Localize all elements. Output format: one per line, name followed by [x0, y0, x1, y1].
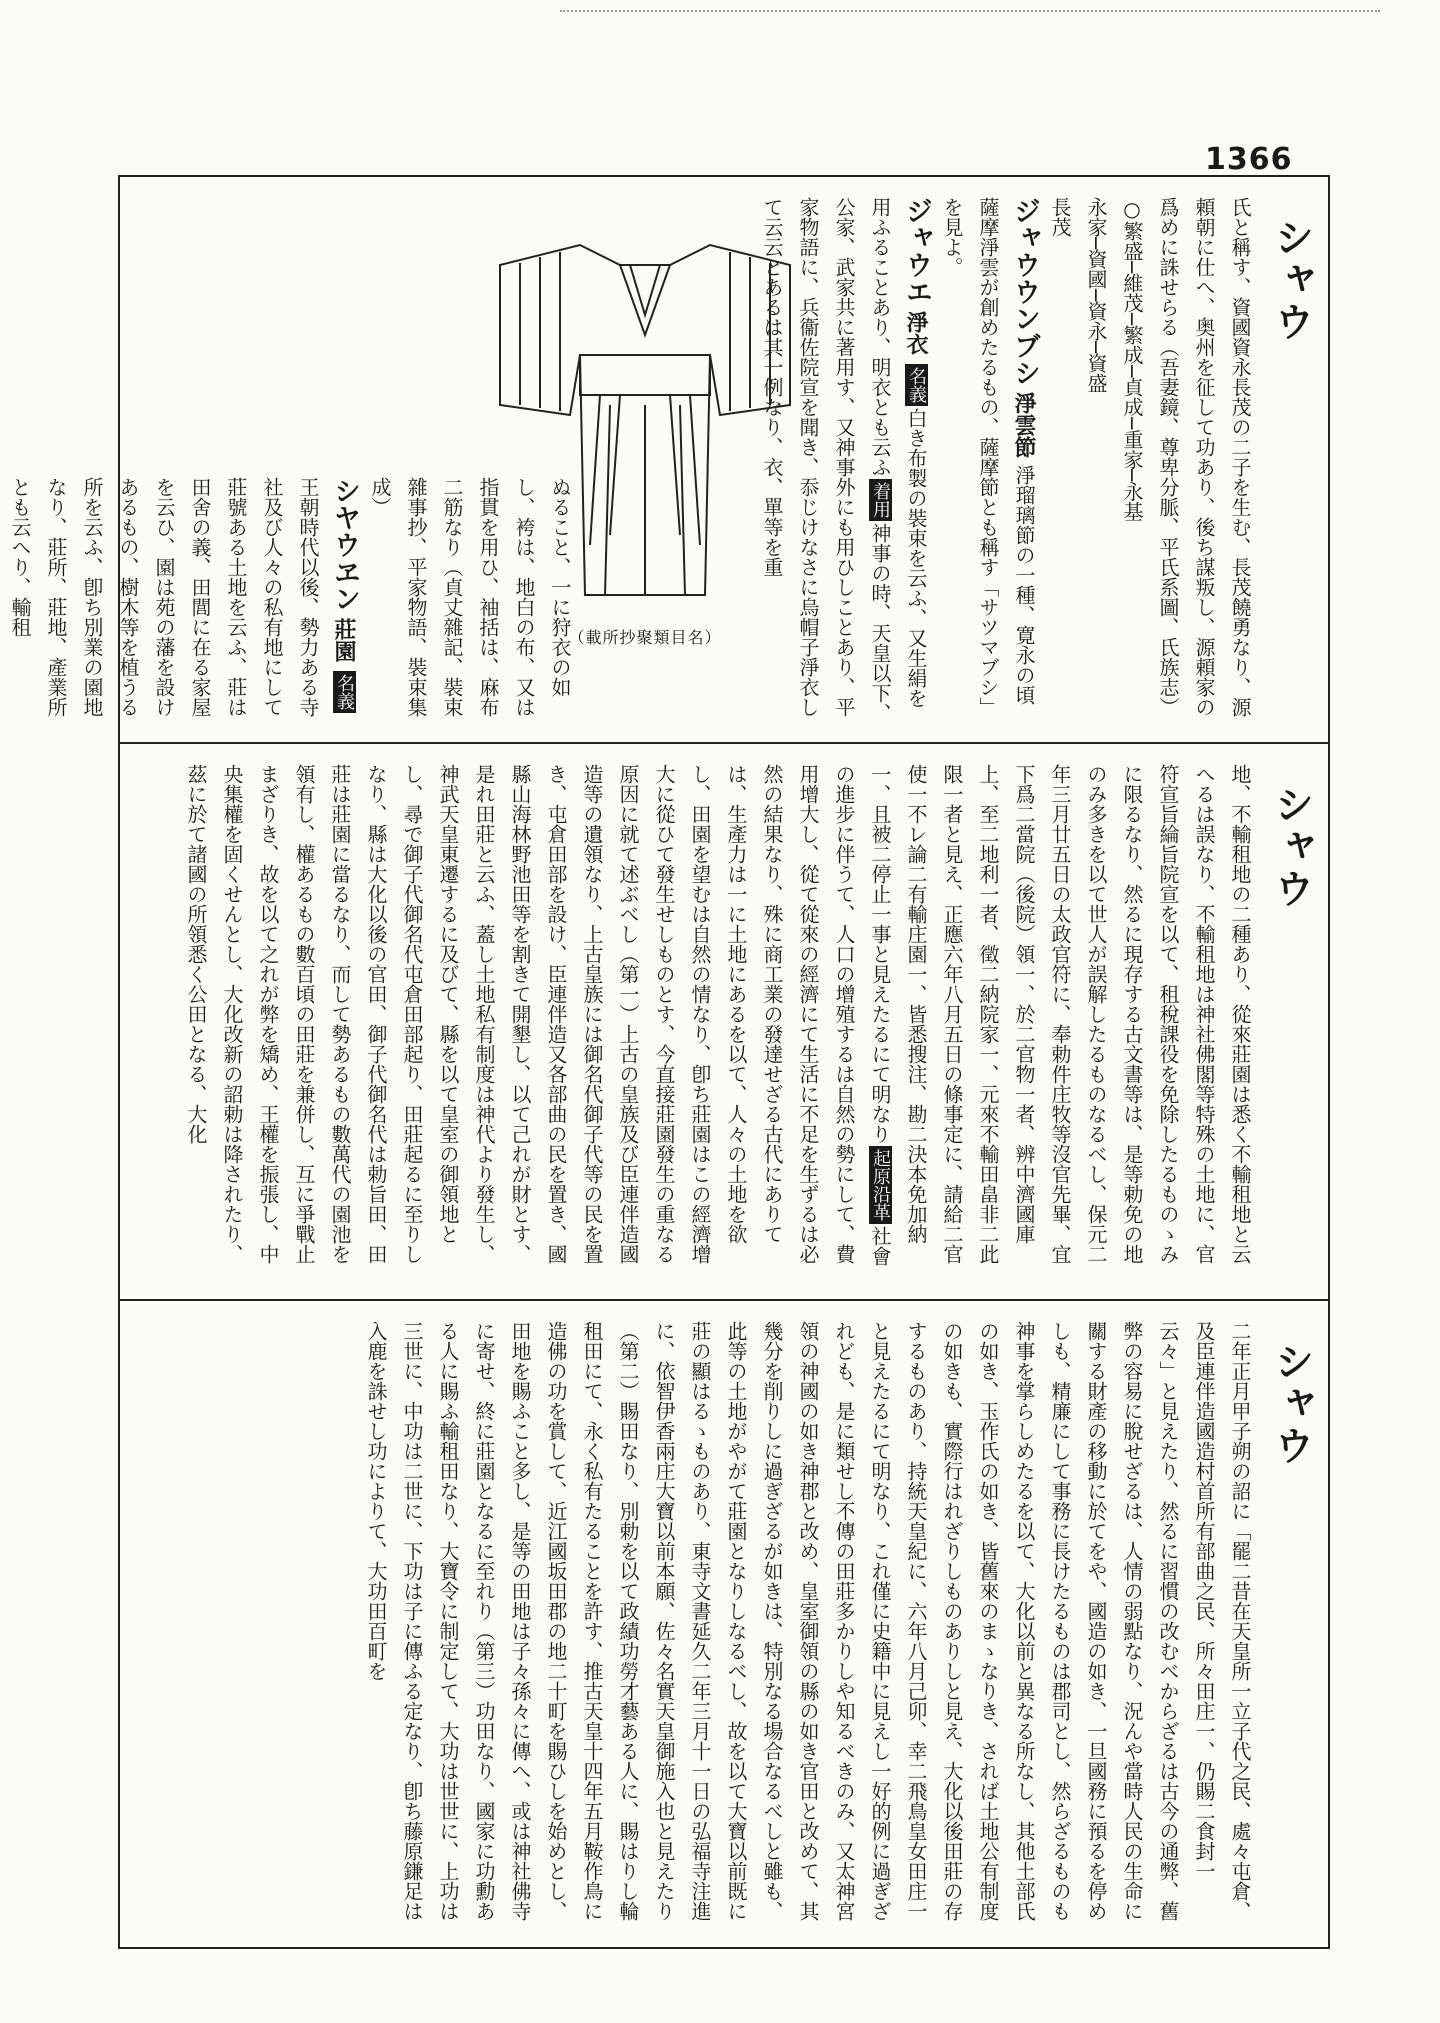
entry-text-jouunbushi: 淨瑠璃節の一種、寛永の頃薩摩淨雲が創めたるもの、薩摩節とも稱す「サツマブシ」を見よ。 [940, 197, 1036, 717]
running-headword: シャウ [1268, 217, 1314, 343]
entry-text-shouen: 王朝時代以後、勢力ある寺社及び人々の私有地にして莊號ある土地を云ふ、莊は田舍の義、田閭に在る家屋を云ひ、園は苑の藩を設けあるもの、樹木等を植うる所を云ふ、卽ち別業の園地なり、莊所、莊地、產業所とも云へり、輸租 [8, 477, 320, 717]
band-2 [120, 744, 1328, 1301]
entry-headword-shouen: シヤウヱン [329, 477, 360, 612]
band3-text: 二年正月甲子朔の詔に「罷二昔在天皇所一立子代之民、處々屯倉、及臣連伴造國造村首所有部曲之民、所々田庄一、仍賜二食封一云々」と見えたり、然るに習慣の改むべからざるは古今の通弊、舊弊の容易に脫せざるは、人情の弱點なり、況んや當時人民の生命に關する財產の移動に於てをや、國造の如き、一旦國務に預るを停めしも、精廉にして事務に長けたるものは郡司とし、然らざるものも神事を掌らしめたるを以て、大化以前と異なる所なし、其他土部氏の如き、玉作氏の如き、皆舊來のまゝなりき、されば土地公有制度の如きも、實際行はれざりしものありしと見え、大化以後田莊の存するものあり、持統天皇紀に、六年八月己卯、幸二飛鳥皇女田庄一と見えたるにて明なり、これ僅に史籍中に見えし一好的例に過ぎざれども、是に類せし不傳の田莊多かりしや知るべきのみ、又太神宮領の神國の如き神郡と改め、皇室御領の縣の如き官田と改めて、其幾分を削りしに過ぎざるが如きは、特別なる場合なるべしと雖も、此等の土地がやがて莊園となりしなるべし、故を以て大寶以前既に莊の顯はるゝものあり、東寺文書延久二年三月十一日の弘福寺注進に、依智伊香兩庄大寶以前本願、佐々名實天皇御施入也と見えたり（第二）賜田なり、別勅を以て政績功勞才藝ある人に、賜はりし輪租田にて、永く私有たることを許す、推古天皇十四年五月鞍作鳥に造佛の功を賞して、近江國坂田郡の地二十町を賜ひしを始めとし、田地を賜ふこと多し、是等の田地は子々孫々に傳へ、或は神社佛寺に寄せ、終に莊園となるに至れり（第三）功田なり、國家に功勳ある人に賜ふ輸租田なり、大寶令に制定して、大功は世世に、上功は三世に、中功は二世に、下功は子に傳ふる定なり、卽ち藤原鎌足は入鹿を誅せし功によりて、大功田百町を [364, 1321, 1252, 1921]
entry-text-joue-3: ぬること、一に狩衣の如し、袴は、地白の布、又は指貫を用ひ、袖括は、麻布二筋なり（貞丈雜記、裝束雜事抄、平家物語、裝束集成） [368, 477, 572, 717]
entry-kanji-shouen: 莊園 [331, 618, 357, 663]
entry-headword-jouunbushi: ジャウウンブシ [1009, 197, 1040, 386]
scan-edge-noise [560, 0, 1380, 12]
page-number: 1366 [1205, 142, 1293, 177]
running-headword: シャウ [1268, 1341, 1314, 1467]
band-3 [120, 1301, 1328, 1947]
tag-kigen-enkaku: 起原沿革 [869, 1146, 892, 1224]
genealogy-line-3: 長茂 [1048, 197, 1072, 237]
tag-meigi-shouen: 名義 [333, 671, 356, 713]
entry-headword-joue: ジャウエ [901, 197, 932, 305]
entry-kanji-jouunbushi: 淨雲節 [1011, 392, 1037, 459]
band2-text-1: 地、不輸租地の二種あり、從來莊園は悉く不輸租地と云へるは誤なり、不輸租地は神社佛閣等特殊の土地に、官符宣旨綸旨院宣を以て、租稅課役を免除したるものゝみに限るなり、然るに現存する古文書等は、是等勅免の地のみ多きを以て世人が誤解したるものなるべし、保元二年三月廿五日の太政官符に、奉勅件庄牧等沒官先畢、宜下爲二當院（後院）領一、於二官物一者、辨中濟國庫上、至二地利一者、徵二納院家一、元來不輸田畠非二此限一者と見え、正應六年八月五日の條事定に、請給二官使一不レ論二有輸庄園一、皆悉搜注、勘二決本免加納一、且被二停止一事と見えたるにて明なり [868, 764, 1252, 1264]
band2-text-2: 社會の進步に伴うて、人口の增殖するは自然の勢にして、費用增大し、從て從來の經濟にて生活に不足を生ずるは必然の結果なり、殊に商工業の發達せざる古代にありては、生產力は一に土地にあるを以て、人々の土地を欲し、田園を望むは自然の情なり、卽ち莊園はこの經濟增大に從ひて發生せしものとす、今直接莊園發生の重なる原因に就て述ぶべし（第一）上古の皇族及び臣連伴造國造等の遺領なり、上古皇族には御名代御子代等の民を置き、屯倉田部を設け、臣連伴造又各部曲の民を置き、國縣山海林野池田等を割きて開墾し、以て己れが財とす、是れ田莊と云ふ、蓋し土地私有制度は神代より發生し、神武天皇東遷するに及びて、縣を以て皇室の御領地とし、尋で御子代御名代屯倉田部起り、田莊起るに至りしなり、縣は大化以後の官田、御子代御名代は勅旨田、田莊は莊園に當るなり、而して勢あるもの數萬代の園池を領有し、權あるもの數百頃の田莊を兼併し、互に爭戰止まざりき、故を以て之れが弊を矯め、王權を振張し、中央集權を固くせんとし、大化改新の詔勅は降されたり、茲に於て諸國の所領悉く公田となる、大化 [184, 764, 892, 1266]
tag-meigi: 名義 [905, 364, 928, 406]
entry-text-joue-2: 神事の時、天皇以下、公家、武家共に著用す、又神事外にも用ひしことあり、平家物語に、兵衞佐院宣を聞き、忝じけなさに烏帽子淨衣して云云とあるは其一例なり、衣、單等を重 [760, 197, 892, 723]
illustration-caption: （載所抄聚類目名） [568, 628, 722, 647]
page-frame [8, 175, 1330, 1949]
genealogy-line-1: ○繁盛─維茂─繁成─貞成─重家─永基 [1120, 197, 1144, 522]
intro-text: 氏と稱す、資國資永長茂の二子を生む、長茂饒勇なり、源頼朝に仕へ、奥州を征して功あり、後ち謀叛し、源頼家の爲めに誅せらる（吾妻鏡、尊卑分脈、平氏系圖、氏族志） [1156, 197, 1252, 717]
entry-text-joue-1: 白き布製の裝束を云ふ、又生絹を用ふることあり、明衣とも云ふ [868, 197, 928, 708]
band3-main-text [142, 1321, 1258, 1929]
band2-main-text [142, 764, 1258, 1281]
entry-kanji-joue: 淨衣 [903, 311, 929, 356]
running-headword: シャウ [1268, 784, 1314, 910]
genealogy-line-2: 永家─資國─資永─資盛 [1084, 197, 1108, 394]
band1-lower-text [8, 477, 578, 724]
band-1 [8, 177, 1328, 744]
tag-chakuyou: 着用 [869, 479, 892, 521]
